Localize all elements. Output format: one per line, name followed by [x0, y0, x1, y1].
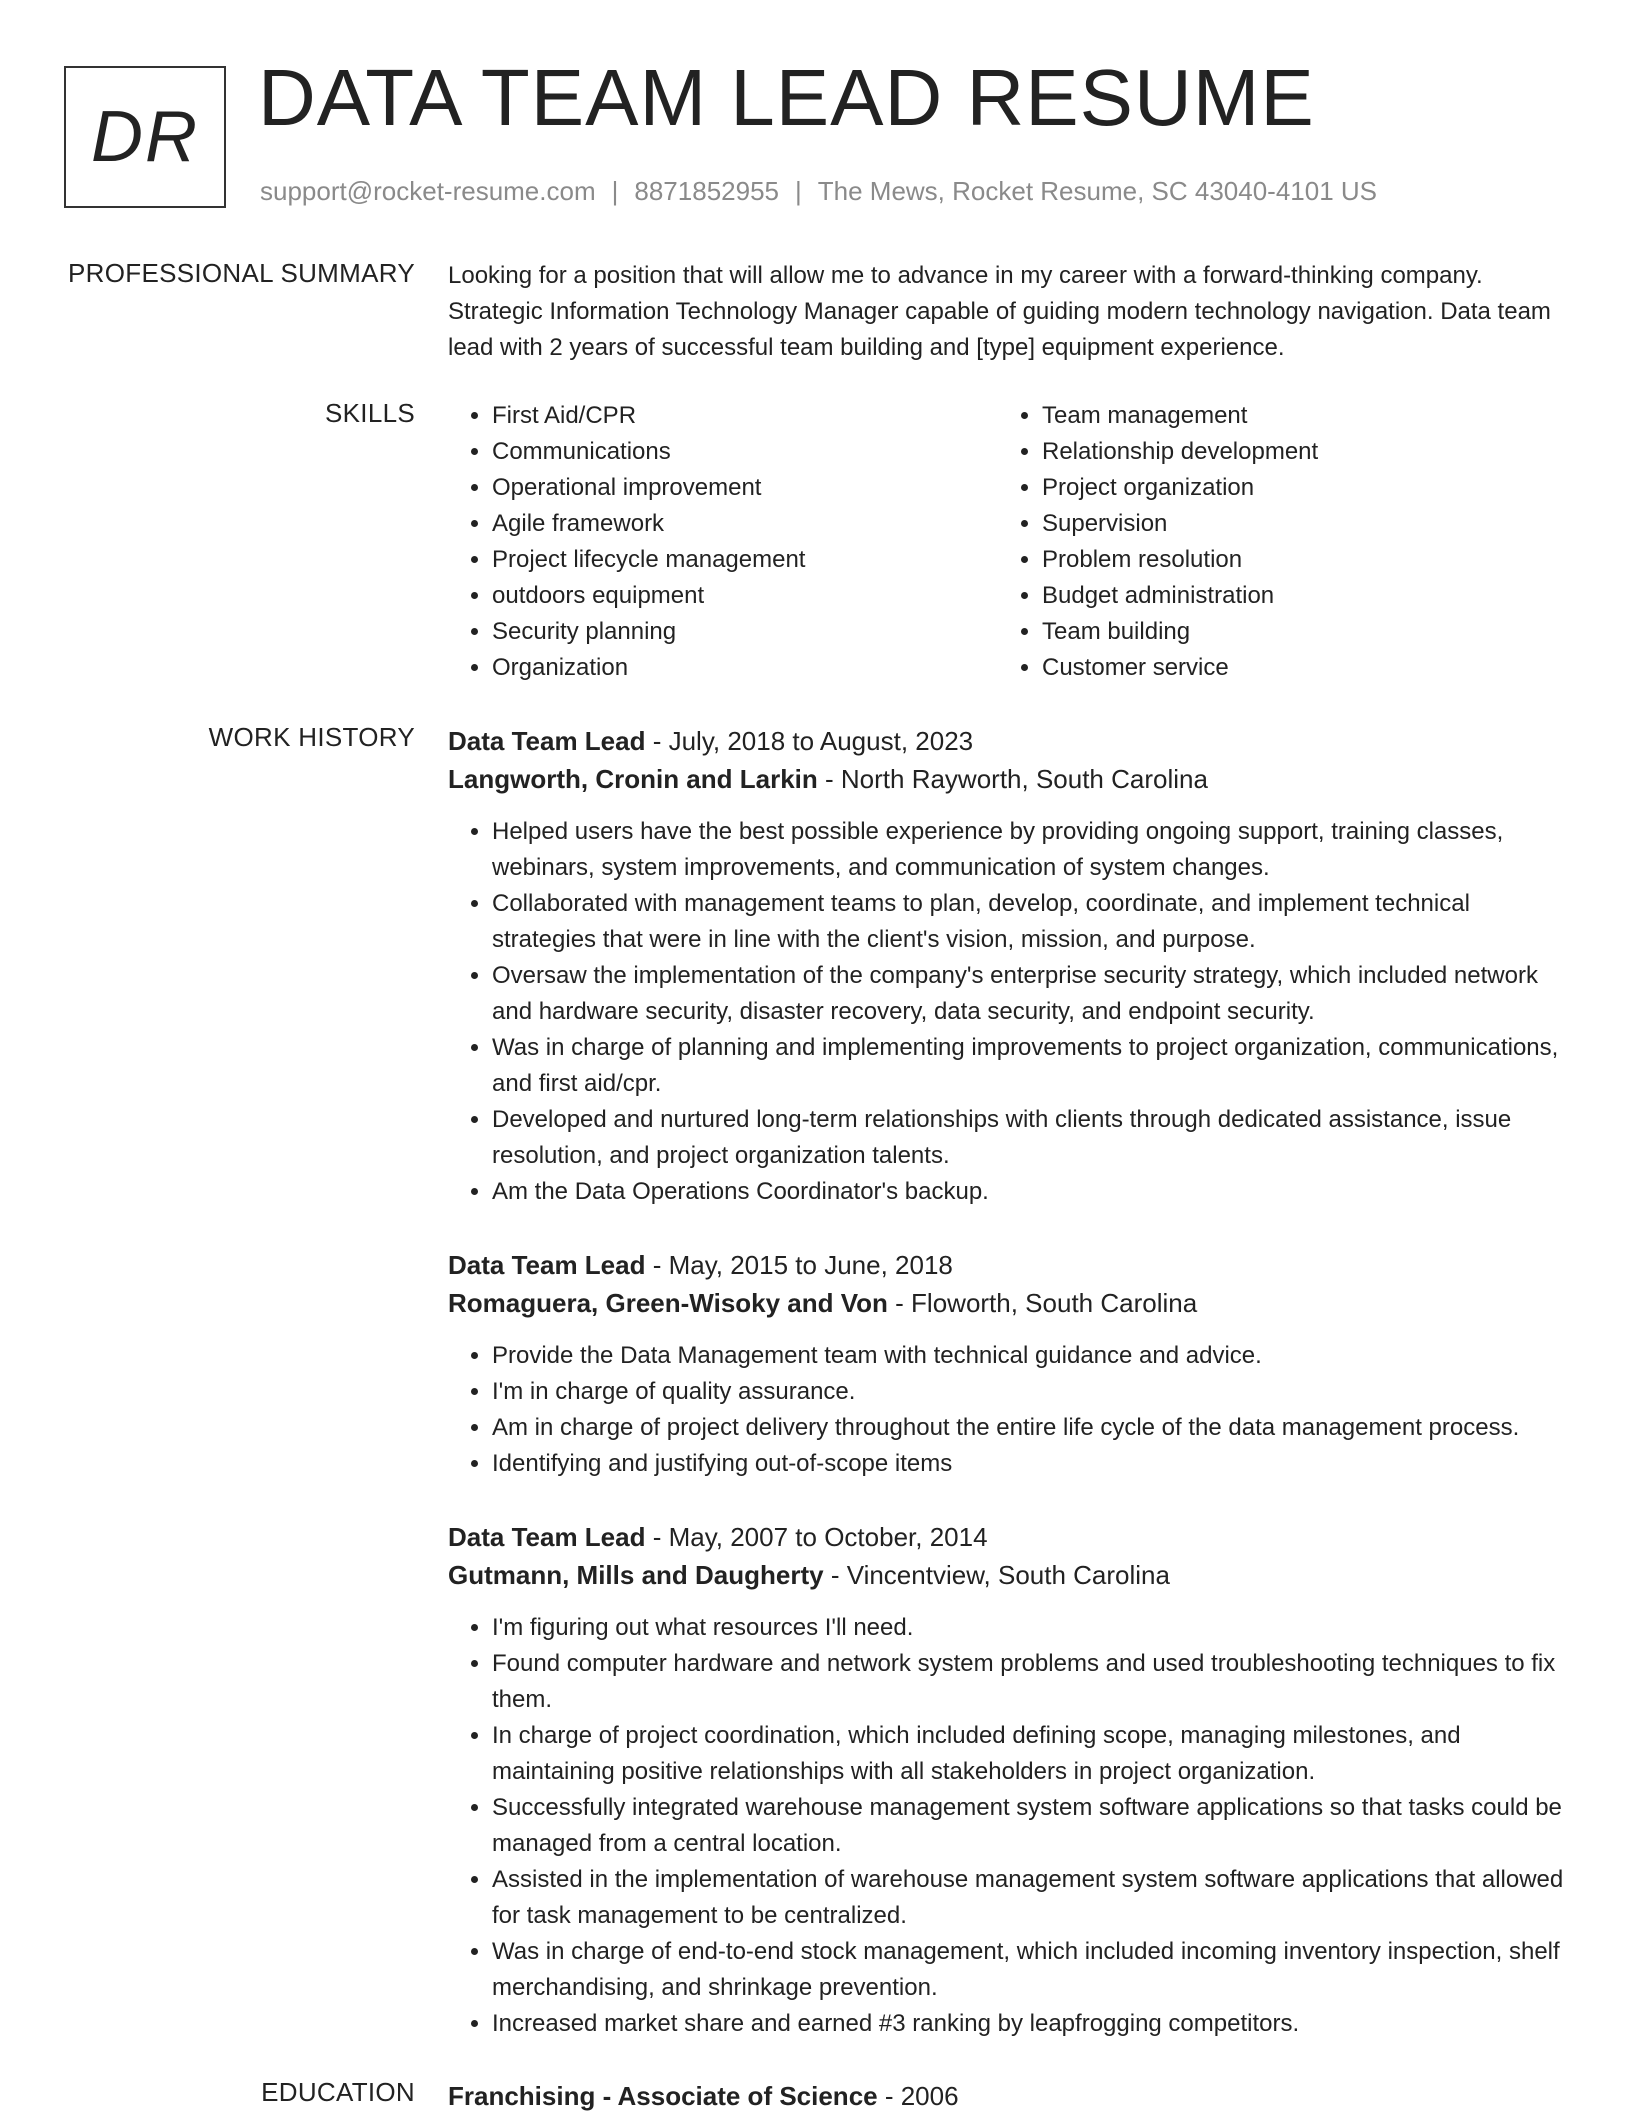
- contact-address: The Mews, Rocket Resume, SC 43040-4101 US: [817, 176, 1378, 206]
- section-heading-skills: SKILLS: [325, 398, 415, 428]
- job-employer: [448, 1284, 1568, 1322]
- job-bullet: • Assisted in the implementation of warehouse management system software applications that allowed for task management to be centralized.: [492, 1862, 1568, 1934]
- job-bullet: • Helped users have the best possible experience by providing ongoing support, training classes, webinars, system improvements, and communication of system changes.: [492, 814, 1568, 886]
- job-company: Romaguera, Green-Wisoky and Von: [448, 1288, 888, 1318]
- skill-item: • First Aid/CPR: [492, 398, 998, 434]
- skill-item: • Customer service: [1042, 650, 1548, 686]
- skill-item: • Relationship development: [1042, 434, 1548, 470]
- job-company: Langworth, Cronin and Larkin: [448, 764, 818, 794]
- work-history-body: [448, 722, 1568, 2078]
- job-location: - North Rayworth, South Carolina: [817, 764, 1208, 794]
- job-title: Data Team Lead: [448, 726, 646, 756]
- job-employer: [448, 760, 1568, 798]
- skill-item: • Project organization: [1042, 470, 1548, 506]
- job-employer: [448, 1556, 1568, 1594]
- skill-item: • Team building: [1042, 614, 1548, 650]
- contact-email: support@rocket-resume.com: [260, 176, 596, 206]
- skill-item: • Problem resolution: [1042, 542, 1548, 578]
- job-title: Data Team Lead: [448, 1250, 646, 1280]
- job-location: - Floworth, South Carolina: [887, 1288, 1198, 1318]
- contact-separator: |: [795, 176, 802, 206]
- job-heading: [448, 1518, 1568, 1556]
- resume-title: DATA TEAM LEAD RESUME: [258, 53, 1315, 142]
- job-entry: [448, 1246, 1568, 1482]
- section-heading-education: EDUCATION: [261, 2077, 415, 2107]
- section-heading-work-history: WORK HISTORY: [208, 722, 415, 752]
- job-dates: - May, 2007 to October, 2014: [645, 1522, 988, 1552]
- job-bullets: [448, 1610, 1568, 2042]
- skills-list-right: [998, 398, 1548, 686]
- job-bullet: • Successfully integrated warehouse management system software applications so that tasks could be managed from a central location.: [492, 1790, 1568, 1862]
- job-heading: [448, 722, 1568, 760]
- skills-columns: [448, 398, 1568, 686]
- skill-item: • Operational improvement: [492, 470, 998, 506]
- job-bullet: • Found computer hardware and network system problems and used troubleshooting techniques to fix them.: [492, 1646, 1568, 1718]
- job-bullet: • I'm in charge of quality assurance.: [492, 1374, 1568, 1410]
- job-bullet: • Increased market share and earned #3 ranking by leapfrogging competitors.: [492, 2006, 1568, 2042]
- job-bullet: • Am the Data Operations Coordinator's backup.: [492, 1174, 1568, 1210]
- skill-item: • Organization: [492, 650, 998, 686]
- skill-item: • Team management: [1042, 398, 1548, 434]
- contact-separator: |: [611, 176, 619, 206]
- section-heading-summary: PROFESSIONAL SUMMARY: [68, 258, 415, 288]
- contact-line: [260, 176, 1377, 207]
- job-bullet: • Developed and nurtured long-term relationships with clients through dedicated assistance, issue resolution, and project organization talents.: [492, 1102, 1568, 1174]
- contact-phone: 8871852955: [634, 176, 779, 206]
- skills-list-left: [448, 398, 998, 686]
- skill-item: • Communications: [492, 434, 998, 470]
- skill-item: • Supervision: [1042, 506, 1548, 542]
- job-heading: [448, 1246, 1568, 1284]
- skill-item: • Budget administration: [1042, 578, 1548, 614]
- skill-item: • outdoors equipment: [492, 578, 998, 614]
- job-bullets: [448, 1338, 1568, 1482]
- job-title: Data Team Lead: [448, 1522, 646, 1552]
- skill-item: • Agile framework: [492, 506, 998, 542]
- skill-item: • Project lifecycle management: [492, 542, 998, 578]
- job-location: - Vincentview, South Carolina: [823, 1560, 1170, 1590]
- education-year: - 2006: [877, 2081, 959, 2111]
- job-bullet: • Provide the Data Management team with technical guidance and advice.: [492, 1338, 1568, 1374]
- job-bullet: • In charge of project coordination, which included defining scope, managing milestones, and maintaining positive relationships with all stakeholders in project organization.: [492, 1718, 1568, 1790]
- job-entry: [448, 722, 1568, 1210]
- skill-item: • Security planning: [492, 614, 998, 650]
- education-degree: Franchising - Associate of Science: [448, 2081, 878, 2111]
- job-bullet: • Oversaw the implementation of the company's enterprise security strategy, which included network and hardware security, disaster recovery, data security, and endpoint security.: [492, 958, 1568, 1030]
- job-bullet: • Was in charge of end-to-end stock management, which included incoming inventory inspection, shelf merchandising, and shrinkage prevention.: [492, 1934, 1568, 2006]
- job-entry: [448, 1518, 1568, 2042]
- job-bullets: [448, 814, 1568, 1210]
- education-entry: [448, 2077, 1568, 2115]
- job-bullet: • Identifying and justifying out-of-scope items: [492, 1446, 1568, 1482]
- job-bullet: • Was in charge of planning and implementing improvements to project organization, communications, and first aid/cpr.: [492, 1030, 1568, 1102]
- job-dates: - July, 2018 to August, 2023: [645, 726, 974, 756]
- job-bullet: • Collaborated with management teams to plan, develop, coordinate, and implement technical strategies that were in line with the client's vision, mission, and purpose.: [492, 886, 1568, 958]
- job-bullet: • I'm figuring out what resources I'll need.: [492, 1610, 1568, 1646]
- monogram-badge: DR: [64, 66, 226, 208]
- job-company: Gutmann, Mills and Daugherty: [448, 1560, 824, 1590]
- job-bullet: • Am in charge of project delivery throughout the entire life cycle of the data management process.: [492, 1410, 1568, 1446]
- job-dates: - May, 2015 to June, 2018: [645, 1250, 953, 1280]
- summary-text: Looking for a position that will allow me to advance in my career with a forward-thinking company. Strategic Information Technology Manager capable of guiding modern technology navigation. Data team lead with 2 years of successful team building and [type] equipment experience.: [448, 262, 1551, 361]
